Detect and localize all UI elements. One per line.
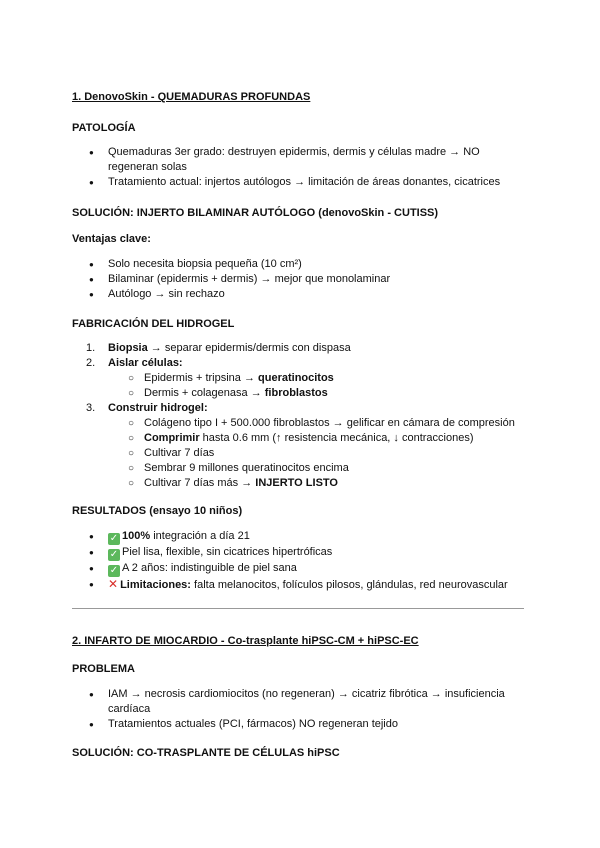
sub-bold: fibroblastos [264, 387, 328, 399]
sub-item: ○ Colágeno tipo I + 500.000 fibroblastos → gelificar en cámara de compresión [72, 416, 528, 431]
result-bold: Limitaciones: [120, 579, 191, 591]
list-item [72, 577, 528, 593]
step-bold: Aislar células: [108, 357, 183, 369]
sub-bold: INJERTO LISTO [255, 477, 338, 489]
check-mark-icon: ✓ [109, 565, 119, 576]
problema-list [72, 687, 528, 732]
step-number: 3. [86, 402, 96, 414]
sub-text: Dermis + colagenasa → [144, 387, 265, 399]
list-item: ● Solo necesita biopsia pequeña (10 cm²) [72, 257, 528, 272]
fabricacion-steps [72, 341, 528, 491]
section-divider [72, 608, 524, 609]
check-mark-icon: ✓ [109, 533, 119, 544]
step-text: → separar epidermis/dermis con dispasa [147, 342, 351, 354]
result-text: integración a día 21 [150, 530, 250, 542]
section2-title: 2. INFARTO DE MIOCARDIO - Co-trasplante hiPSC-CM + hiPSC-EC [72, 635, 419, 647]
sub-item [72, 386, 528, 401]
result-text: falta melanocitos, folículos pilosos, glándulas, red neurovascular [190, 579, 508, 591]
list-item: ● Bilaminar (epidermis + dermis) → mejor que monolaminar [72, 272, 528, 287]
list-item: ● IAM → necrosis cardiomiocitos (no regeneran) → cicatriz fibrótica → insuficiencia cardíaca [72, 687, 528, 717]
check-mark-icon: ✓ [109, 549, 119, 560]
resultados-heading: RESULTADOS (ensayo 10 niños) [72, 505, 243, 517]
sub-text: hasta 0.6 mm (↑ resistencia mecánica, ↓ contracciones) [199, 432, 474, 444]
step-bold: Biopsia [108, 342, 148, 354]
patologia-list [72, 145, 528, 190]
sub-bold: queratinocitos [258, 372, 334, 384]
sub-bold: Comprimir [144, 432, 200, 444]
solucion-heading: SOLUCIÓN: INJERTO BILAMINAR AUTÓLOGO (denovoSkin - CUTISS) [72, 207, 439, 219]
list-item: ● Tratamiento actual: injertos autólogos → limitación de áreas donantes, cicatrices [72, 175, 528, 190]
step-number: 1. [86, 342, 96, 354]
step-3 [72, 401, 528, 416]
list-item: ● Quemaduras 3er grado: destruyen epidermis, dermis y células madre → NO regeneran solas [72, 145, 528, 175]
fabricacion-heading: FABRICACIÓN DEL HIDROGEL [72, 318, 235, 330]
step-1 [72, 341, 528, 356]
patologia-heading: PATOLOGÍA [72, 122, 136, 134]
resultados-list [72, 529, 528, 593]
solucion2-heading: SOLUCIÓN: CO-TRASPLANTE DE CÉLULAS hiPSC [72, 747, 340, 759]
result-bold: 100% [122, 530, 151, 542]
step-number: 2. [86, 357, 96, 369]
result-text: Piel lisa, flexible, sin cicatrices hipertróficas [122, 546, 333, 558]
sub-item [72, 371, 528, 386]
step-bold: Construir hidrogel: [108, 402, 208, 414]
list-item [72, 561, 528, 577]
sub-item [72, 431, 528, 446]
ventajas-heading: Ventajas clave: [72, 233, 151, 245]
list-item [72, 529, 528, 545]
section1-title: 1. DenovoSkin - QUEMADURAS PROFUNDAS [72, 91, 311, 103]
sub-item: ○ Sembrar 9 millones queratinocitos encima [72, 461, 528, 476]
sub-item [72, 476, 528, 491]
sub-text: Epidermis + tripsina → [144, 372, 259, 384]
problema-heading: PROBLEMA [72, 663, 135, 675]
cross-mark-icon: ✕ [108, 577, 119, 591]
list-item: ● Tratamientos actuales (PCI, fármacos) NO regeneran tejido [72, 717, 528, 732]
sub-text: Cultivar 7 días más → [144, 477, 256, 489]
sub-item: ○ Cultivar 7 días [72, 446, 528, 461]
ventajas-list [72, 257, 528, 302]
result-text: A 2 años: indistinguible de piel sana [122, 562, 297, 574]
list-item [72, 545, 528, 561]
step-2 [72, 356, 528, 371]
list-item: ● Autólogo → sin rechazo [72, 287, 528, 302]
